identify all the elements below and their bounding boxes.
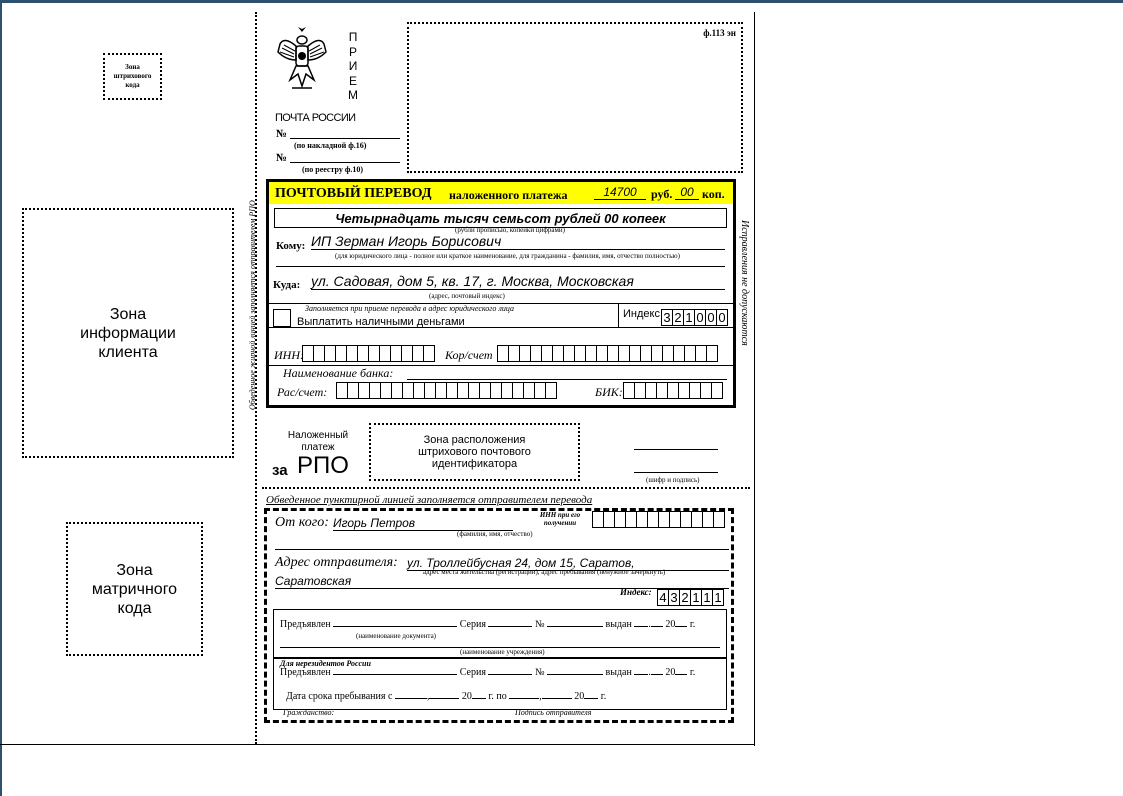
sender-form (264, 508, 734, 723)
digit-cell[interactable] (706, 345, 718, 362)
issued-month[interactable] (651, 674, 663, 675)
number-field[interactable] (547, 674, 603, 675)
year-prefix: 20 (574, 691, 585, 702)
doc-field[interactable] (333, 626, 457, 627)
year-suffix: г. (488, 691, 494, 702)
registry-no-hint: (по реестру ф.10) (302, 165, 364, 174)
citizenship-label: Гражданство: (283, 708, 335, 717)
issued-year[interactable] (675, 626, 687, 627)
year-prefix: 20 (665, 667, 676, 678)
transfer-subtitle: наложенного платежа (449, 188, 568, 202)
address-hint: адрес места жительства (регистрации), адрес пребывания (ненужное зачеркнуть) (423, 568, 666, 576)
transfer-form (266, 179, 736, 408)
stay-to-month[interactable] (542, 698, 572, 699)
page-bottom-edge (0, 744, 755, 745)
divider (269, 327, 733, 328)
index-digit-cell: 4 (657, 589, 669, 606)
ras-label: Рас/счет: (277, 385, 328, 399)
postal-barcode-zone: Зона расположения штрихового почтового идентификатора (369, 423, 580, 481)
side-note-corrections: Исправления не допускаются (739, 220, 750, 346)
kor-label: Кор/счет (445, 348, 493, 362)
priem-letter: Е (348, 73, 357, 88)
window-left-border (0, 0, 2, 796)
series-field[interactable] (488, 626, 532, 627)
legal-note: Заполняется при приеме перевода в адрес юридического лица (305, 304, 515, 313)
sender-index-label: Индекс: (620, 587, 652, 597)
where-hint: (адрес, почтовый индекс) (429, 292, 505, 300)
window-top-border (0, 0, 1123, 3)
code-sign-line1[interactable] (634, 449, 718, 450)
stay-label: Дата срока пребывания с (286, 691, 393, 702)
index-digit-cell: 0 (694, 309, 706, 326)
cod-za: за (272, 462, 288, 479)
stay-from-day[interactable] (395, 698, 427, 699)
year-prefix: 20 (461, 691, 472, 702)
to-extra-line[interactable] (276, 266, 725, 267)
id-row: Предъявлен Серия № выдан . 20 г. (280, 619, 696, 630)
bank-field[interactable] (407, 379, 727, 380)
series-label: Серия (459, 619, 486, 630)
stay-to-day[interactable] (509, 698, 539, 699)
address-field[interactable]: ул. Троллейбусная 24, дом 15, Саратов, (407, 556, 729, 571)
divider (618, 303, 619, 327)
nonres-label: Для нерезидентов России (280, 659, 371, 668)
from-hint: (фамилия, имя, отчество) (457, 530, 533, 538)
sender-inn-cells[interactable] (593, 511, 725, 528)
address-label: Адрес отправителя: (275, 555, 398, 570)
nonres-id-row: Предъявлен Серия № выдан . 20 г. (280, 667, 696, 678)
matrix-code-zone: Зона матричного кода (66, 522, 203, 656)
separator (262, 487, 750, 489)
sender-header: Обведенное пунктирной линией заполняется отправителем перевода (266, 494, 593, 506)
doc-hint: (наименование документа) (356, 632, 437, 640)
registry-no-field[interactable] (290, 162, 400, 163)
cod-rpo: РПО (297, 452, 349, 479)
index-label: Индекс: (623, 308, 664, 320)
where-label: Куда: (273, 279, 301, 291)
index-digit-cell: 2 (679, 589, 691, 606)
index-digit-cell: 3 (661, 309, 673, 326)
form-code: ф.113 эн (703, 28, 736, 38)
barcode-zone-small: Зона штрихового кода (103, 53, 162, 100)
transfer-title: ПОЧТОВЫЙ ПЕРЕВОД (275, 186, 432, 201)
priem-letter: И (348, 59, 358, 73)
sender-index-cells[interactable] (658, 589, 724, 606)
client-info-zone: Зона информации клиента (22, 208, 234, 458)
kor-cells[interactable] (498, 345, 718, 362)
stay-from-year[interactable] (472, 698, 486, 699)
id-document-box (273, 609, 727, 658)
org-hint: (наименование учреждения) (460, 648, 545, 656)
amount-kop-field[interactable]: 00 (675, 185, 699, 200)
digit-cell[interactable] (713, 511, 725, 528)
waybill-no-label: № (276, 128, 288, 140)
from-extra-line[interactable] (275, 549, 729, 550)
to-label: по (496, 691, 507, 702)
address-field-2[interactable]: Саратовская (275, 574, 729, 589)
amount-words-hint: (рубли прописью, копейки цифрами) (455, 226, 565, 234)
page-right-edge (754, 12, 755, 746)
stay-row: Дата срока пребывания с , 20 г. по , 20 г. (286, 691, 607, 702)
series-label: Серия (459, 667, 486, 678)
priem-letter: Р (348, 44, 357, 59)
from-field[interactable]: Игорь Петров (333, 516, 513, 531)
eagle-emblem-icon (274, 26, 330, 94)
year-suffix: г. (600, 691, 607, 702)
cash-checkbox[interactable] (273, 309, 291, 327)
amount-words-field[interactable]: Четырнадцать тысяч семьсот рублей 00 копеек (274, 208, 727, 228)
cod-label: Наложенный платеж (287, 430, 349, 453)
priem-vertical (346, 30, 360, 103)
waybill-no-field[interactable] (290, 138, 400, 139)
index-digit-cell: 0 (705, 309, 717, 326)
recipient-index-cells[interactable] (662, 309, 728, 326)
kop-label: коп. (702, 187, 725, 201)
stay-from-month[interactable] (429, 698, 459, 699)
registry-no-label: № (276, 152, 288, 164)
issued-month[interactable] (651, 626, 663, 627)
to-hint: (для юридического лица - полное или краткое наименование, для гражданина - фамилия, имя, отчество полностью) (335, 252, 680, 260)
cash-label: Выплатить наличными деньгами (297, 316, 465, 328)
issued-year[interactable] (675, 674, 687, 675)
index-digit-cell: 3 (668, 589, 680, 606)
from-label: От кого: (275, 515, 329, 530)
index-digit-cell: 1 (712, 589, 724, 606)
index-digit-cell: 1 (701, 589, 713, 606)
year-suffix: г. (689, 667, 696, 678)
bank-label: Наименование банка: (283, 366, 394, 380)
to-label: Кому: (276, 240, 306, 252)
inn-cells[interactable] (303, 345, 435, 362)
stay-to-year[interactable] (584, 698, 598, 699)
sign-hint: (шифр и подпись) (646, 476, 700, 484)
digit-cell[interactable] (711, 382, 723, 399)
series-field[interactable] (488, 674, 532, 675)
bik-label: БИК: (595, 385, 623, 399)
presented-label: Предъявлен (280, 667, 331, 678)
code-sign-line2[interactable] (634, 472, 718, 473)
number-label: № (534, 619, 545, 630)
priem-letter: П (348, 30, 358, 44)
index-digit-cell: 2 (672, 309, 684, 326)
year-prefix: 20 (665, 619, 676, 630)
stamp-zone (407, 22, 743, 173)
amount-rub-field[interactable]: 14700 (594, 185, 646, 200)
year-suffix: г. (689, 619, 696, 630)
to-field[interactable]: ИП Зерман Игорь Борисович (311, 233, 725, 250)
bik-cells[interactable] (624, 382, 723, 399)
ras-cells[interactable] (337, 382, 557, 399)
presented-label: Предъявлен (280, 619, 331, 630)
index-digit-cell: 0 (716, 309, 728, 326)
digit-cell[interactable] (423, 345, 435, 362)
nonres-box (273, 658, 727, 710)
issued-day[interactable] (634, 674, 648, 675)
post-name: ПОЧТА РОССИИ (275, 112, 356, 124)
digit-cell[interactable] (545, 382, 557, 399)
number-field[interactable] (547, 626, 603, 627)
index-digit-cell: 1 (683, 309, 695, 326)
priem-letter: М (348, 88, 358, 102)
index-digit-cell: 1 (690, 589, 702, 606)
side-note-bold: Обведенное жирной линией заполняется отправителем РПО (248, 200, 257, 410)
issued-label: выдан (605, 619, 632, 630)
signature-label: Подпись отправителя (515, 708, 592, 717)
doc-field[interactable] (333, 674, 457, 675)
inn-label: ИНН: (274, 348, 304, 362)
issued-day[interactable] (634, 626, 648, 627)
sender-inn-label: ИНН при его получении (539, 511, 581, 527)
where-field[interactable]: ул. Садовая, дом 5, кв. 17, г. Москва, Московская (311, 273, 725, 290)
number-label: № (534, 667, 545, 678)
rub-label: руб. (651, 187, 673, 201)
issued-label: выдан (605, 667, 632, 678)
waybill-no-hint: (по накладной ф.16) (294, 141, 367, 150)
